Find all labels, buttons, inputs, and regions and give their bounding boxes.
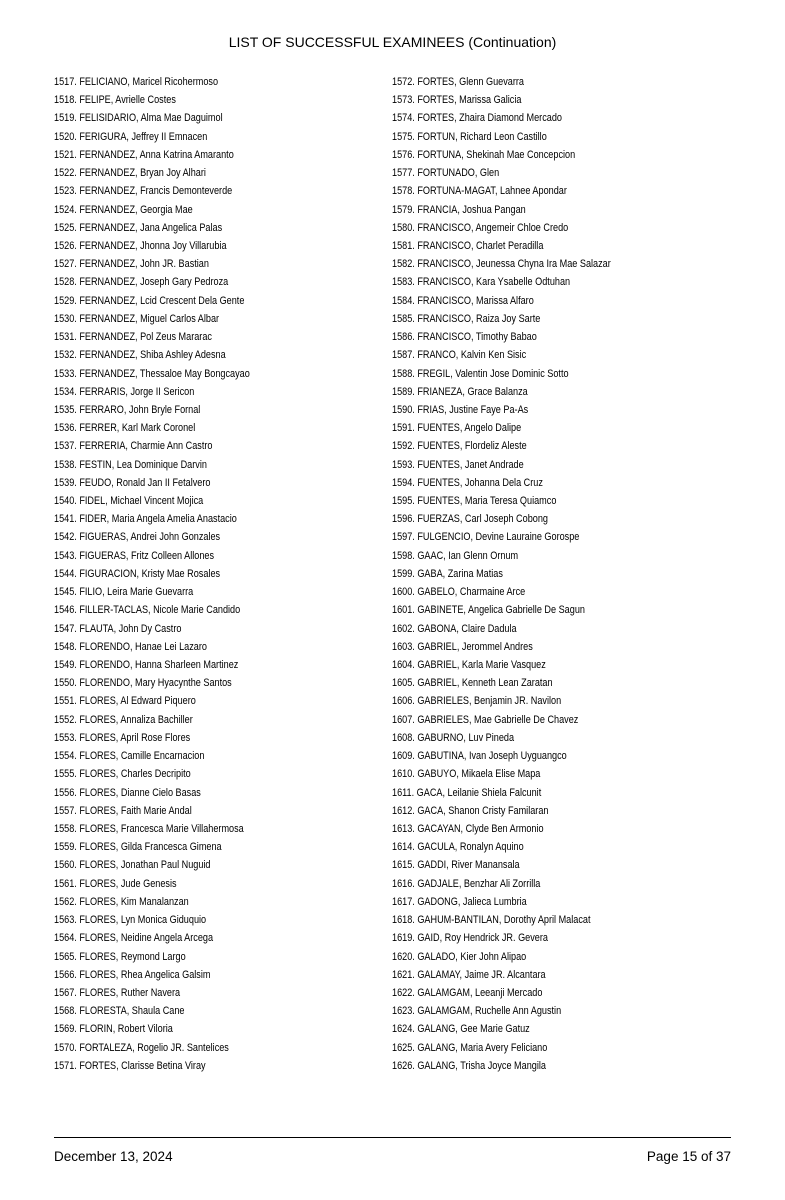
examinee-entry: 1625. GALANG, Maria Avery Feliciano	[392, 1041, 548, 1054]
page-number: Page 15 of 37	[646, 1149, 731, 1164]
examinee-entry: 1522. FERNANDEZ, Bryan Joy Alhari	[54, 167, 206, 180]
examinee-entry: 1535. FERRARO, John Bryle Fornal	[54, 403, 201, 416]
examinee-entry: 1621. GALAMAY, Jaime JR. Alcantara	[392, 968, 546, 981]
examinee-entry: 1576. FORTUNA, Shekinah Mae Concepcion	[392, 148, 576, 161]
examinee-entry: 1571. FORTES, Clarisse Betina Viray	[54, 1059, 206, 1072]
examinee-entry: 1554. FLORES, Camille Encarnacion	[54, 750, 205, 763]
examinee-entry: 1528. FERNANDEZ, Joseph Gary Pedroza	[54, 276, 229, 289]
examinee-entry: 1569. FLORIN, Robert Viloria	[54, 1023, 173, 1036]
examinee-entry: 1594. FUENTES, Johanna Dela Cruz	[392, 476, 543, 489]
examinee-entry: 1598. GAAC, Ian Glenn Ornum	[392, 549, 519, 562]
examinee-entry: 1577. FORTUNADO, Glen	[392, 167, 500, 180]
examinee-entry: 1534. FERRARIS, Jorge II Sericon	[54, 385, 195, 398]
examinee-entry: 1572. FORTES, Glenn Guevarra	[392, 76, 525, 88]
examinee-entry: 1530. FERNANDEZ, Miguel Carlos Albar	[54, 312, 220, 325]
examinee-entry: 1622. GALAMGAM, Leeanji Mercado	[392, 986, 543, 999]
examinee-entry: 1564. FLORES, Neidine Angela Arcega	[54, 932, 214, 945]
examinee-entry: 1545. FILIO, Leira Marie Guevarra	[54, 586, 194, 599]
examinee-entry: 1532. FERNANDEZ, Shiba Ashley Adesna	[54, 349, 226, 362]
examinee-entry: 1624. GALANG, Gee Marie Gatuz	[392, 1023, 530, 1036]
examinee-entry: 1579. FRANCIA, Joshua Pangan	[392, 203, 526, 216]
examinee-entry: 1626. GALANG, Trisha Joyce Mangila	[392, 1059, 546, 1072]
examinee-list-left	[54, 73, 374, 1075]
examinee-entry: 1604. GABRIEL, Karla Marie Vasquez	[392, 659, 546, 671]
examinee-entry: 1560. FLORES, Jonathan Paul Nuguid	[54, 859, 211, 872]
examinee-entry: 1548. FLORENDO, Hanae Lei Lazaro	[54, 640, 207, 653]
examinee-entry: 1550. FLORENDO, Mary Hyacynthe Santos	[54, 677, 232, 690]
examinee-entry: 1574. FORTES, Zhaira Diamond Mercado	[392, 112, 562, 125]
examinee-entry: 1600. GABELO, Charmaine Arce	[392, 586, 526, 599]
examinee-entry: 1573. FORTES, Marissa Galicia	[392, 94, 522, 107]
examinee-entry: 1519. FELISIDARIO, Alma Mae Daguimol	[54, 112, 223, 125]
examinee-entry: 1605. GABRIEL, Kenneth Lean Zaratan	[392, 677, 553, 690]
examinee-entry: 1527. FERNANDEZ, John JR. Bastian	[54, 258, 209, 271]
examinee-entry: 1608. GABURNO, Luv Pineda	[392, 731, 515, 744]
examinee-entry: 1566. FLORES, Rhea Angelica Galsim	[54, 968, 211, 981]
examinee-entry: 1616. GADJALE, Benzhar Ali Zorrilla	[392, 877, 541, 890]
examinee-entry: 1567. FLORES, Ruther Navera	[54, 986, 181, 999]
examinee-entry: 1536. FERRER, Karl Mark Coronel	[54, 422, 196, 435]
examinee-entry: 1565. FLORES, Reymond Largo	[54, 950, 186, 963]
examinee-entry: 1601. GABINETE, Angelica Gabrielle De Sagun	[392, 604, 585, 617]
examinee-entry: 1533. FERNANDEZ, Thessaloe May Bongcayao	[54, 367, 250, 380]
footer-divider	[54, 1137, 731, 1138]
examinee-entry: 1585. FRANCISCO, Raiza Joy Sarte	[392, 312, 541, 325]
examinee-entry: 1563. FLORES, Lyn Monica Giduquio	[54, 914, 207, 927]
examinee-entry: 1549. FLORENDO, Hanna Sharleen Martinez	[54, 659, 239, 671]
examinee-entry: 1593. FUENTES, Janet Andrade	[392, 458, 524, 471]
examinee-entry: 1617. GADONG, Jalieca Lumbria	[392, 895, 527, 908]
examinee-entry: 1537. FERRERIA, Charmie Ann Castro	[54, 440, 213, 453]
examinee-entry: 1589. FRIANEZA, Grace Balanza	[392, 385, 528, 398]
examinee-entry: 1597. FULGENCIO, Devine Lauraine Gorospe	[392, 531, 580, 544]
examinee-entry: 1541. FIDER, Maria Angela Amelia Anastacio	[54, 513, 237, 526]
examinee-entry: 1623. GALAMGAM, Ruchelle Ann Agustin	[392, 1005, 562, 1018]
examinee-entry: 1618. GAHUM-BANTILAN, Dorothy April Malacat	[392, 914, 591, 927]
examinee-entry: 1529. FERNANDEZ, Lcid Crescent Dela Gente	[54, 294, 245, 307]
examinee-entry: 1544. FIGURACION, Kristy Mae Rosales	[54, 567, 221, 580]
examinee-entry: 1582. FRANCISCO, Jeunessa Chyna Ira Mae Salazar	[392, 258, 611, 271]
examinee-entry: 1612. GACA, Shanon Cristy Familaran	[392, 804, 549, 817]
examinee-entry: 1523. FERNANDEZ, Francis Demonteverde	[54, 185, 233, 198]
examinee-entry: 1561. FLORES, Jude Genesis	[54, 877, 177, 890]
examinee-entry: 1588. FREGIL, Valentin Jose Dominic Sotto	[392, 367, 569, 380]
examinee-entry: 1575. FORTUN, Richard Leon Castillo	[392, 130, 547, 143]
examinee-entry: 1590. FRIAS, Justine Faye Pa-As	[392, 403, 529, 416]
examinee-entry: 1619. GAID, Roy Hendrick JR. Gevera	[392, 932, 548, 945]
examinee-entry: 1546. FILLER-TACLAS, Nicole Marie Candido	[54, 604, 241, 617]
examinee-entry: 1614. GACULA, Ronalyn Aquino	[392, 841, 524, 854]
examinee-entry: 1553. FLORES, April Rose Flores	[54, 731, 191, 744]
examinee-entry: 1620. GALADO, Kier John Alipao	[392, 950, 527, 963]
examinee-entry: 1609. GABUTINA, Ivan Joseph Uyguangco	[392, 750, 567, 763]
examinee-entry: 1551. FLORES, Al Edward Piquero	[54, 695, 196, 708]
examinee-entry: 1587. FRANCO, Kalvin Ken Sisic	[392, 349, 527, 362]
examinee-entry: 1518. FELIPE, Avrielle Costes	[54, 94, 176, 107]
examinee-entry: 1568. FLORESTA, Shaula Cane	[54, 1005, 185, 1018]
examinee-entry: 1543. FIGUERAS, Fritz Colleen Allones	[54, 549, 215, 562]
examinee-entry: 1578. FORTUNA-MAGAT, Lahnee Apondar	[392, 185, 567, 198]
examinee-entry: 1559. FLORES, Gilda Francesca Gimena	[54, 841, 222, 854]
examinee-entry: 1603. GABRIEL, Jerommel Andres	[392, 640, 533, 653]
examinee-entry: 1596. FUERZAS, Carl Joseph Cobong	[392, 513, 548, 526]
examinee-entry: 1599. GABA, Zarina Matias	[392, 567, 503, 580]
examinee-entry: 1540. FIDEL, Michael Vincent Mojica	[54, 495, 204, 508]
examinee-entry: 1607. GABRIELES, Mae Gabrielle De Chavez	[392, 713, 579, 726]
examinee-entry: 1562. FLORES, Kim Manalanzan	[54, 895, 189, 908]
examinee-entry: 1613. GACAYAN, Clyde Ben Armonio	[392, 822, 544, 835]
examinee-entry: 1526. FERNANDEZ, Jhonna Joy Villarubia	[54, 239, 227, 252]
examinee-entry: 1557. FLORES, Faith Marie Andal	[54, 804, 192, 817]
examinee-entry: 1611. GACA, Leilanie Shiela Falcunit	[392, 786, 542, 799]
examinee-entry: 1581. FRANCISCO, Charlet Peradilla	[392, 239, 544, 252]
examinee-entry: 1615. GADDI, River Manansala	[392, 859, 520, 872]
examinee-entry: 1531. FERNANDEZ, Pol Zeus Mararac	[54, 331, 212, 344]
examinee-entry: 1555. FLORES, Charles Decripito	[54, 768, 191, 781]
examinee-entry: 1580. FRANCISCO, Angemeir Chloe Credo	[392, 221, 569, 234]
examinee-entry: 1525. FERNANDEZ, Jana Angelica Palas	[54, 221, 223, 234]
examinee-entry: 1547. FLAUTA, John Dy Castro	[54, 622, 182, 635]
examinee-entry: 1542. FIGUERAS, Andrei John Gonzales	[54, 531, 221, 544]
examinee-entry: 1524. FERNANDEZ, Georgia Mae	[54, 203, 193, 216]
examinee-entry: 1592. FUENTES, Flordeliz Aleste	[392, 440, 527, 453]
examinee-entry: 1610. GABUYO, Mikaela Elise Mapa	[392, 768, 541, 781]
examinee-entry: 1595. FUENTES, Maria Teresa Quiamco	[392, 495, 557, 508]
examinee-entry: 1602. GABONA, Claire Dadula	[392, 622, 517, 635]
examinee-entry: 1538. FESTIN, Lea Dominique Darvin	[54, 458, 207, 471]
examinee-entry: 1517. FELICIANO, Maricel Ricohermoso	[54, 76, 219, 88]
examinee-entry: 1521. FERNANDEZ, Anna Katrina Amaranto	[54, 148, 234, 161]
footer-date: December 13, 2024	[54, 1149, 173, 1164]
examinee-entry: 1539. FEUDO, Ronald Jan II Fetalvero	[54, 476, 211, 489]
examinee-list-right	[392, 73, 732, 1075]
examinee-entry: 1606. GABRIELES, Benjamin JR. Navilon	[392, 695, 562, 708]
examinee-entry: 1586. FRANCISCO, Timothy Babao	[392, 331, 537, 344]
examinee-entry: 1583. FRANCISCO, Kara Ysabelle Odtuhan	[392, 276, 571, 289]
examinee-entry: 1570. FORTALEZA, Rogelio JR. Santelices	[54, 1041, 229, 1054]
examinee-entry: 1584. FRANCISCO, Marissa Alfaro	[392, 294, 534, 307]
page-title: LIST OF SUCCESSFUL EXAMINEES (Continuation)	[228, 34, 557, 50]
examinee-entry: 1556. FLORES, Dianne Cielo Basas	[54, 786, 201, 799]
examinee-entry: 1520. FERIGURA, Jeffrey II Emnacen	[54, 130, 208, 143]
examinee-entry: 1552. FLORES, Annaliza Bachiller	[54, 713, 193, 726]
examinee-entry: 1591. FUENTES, Angelo Dalipe	[392, 422, 522, 435]
examinee-entry: 1558. FLORES, Francesca Marie Villahermosa	[54, 822, 244, 835]
